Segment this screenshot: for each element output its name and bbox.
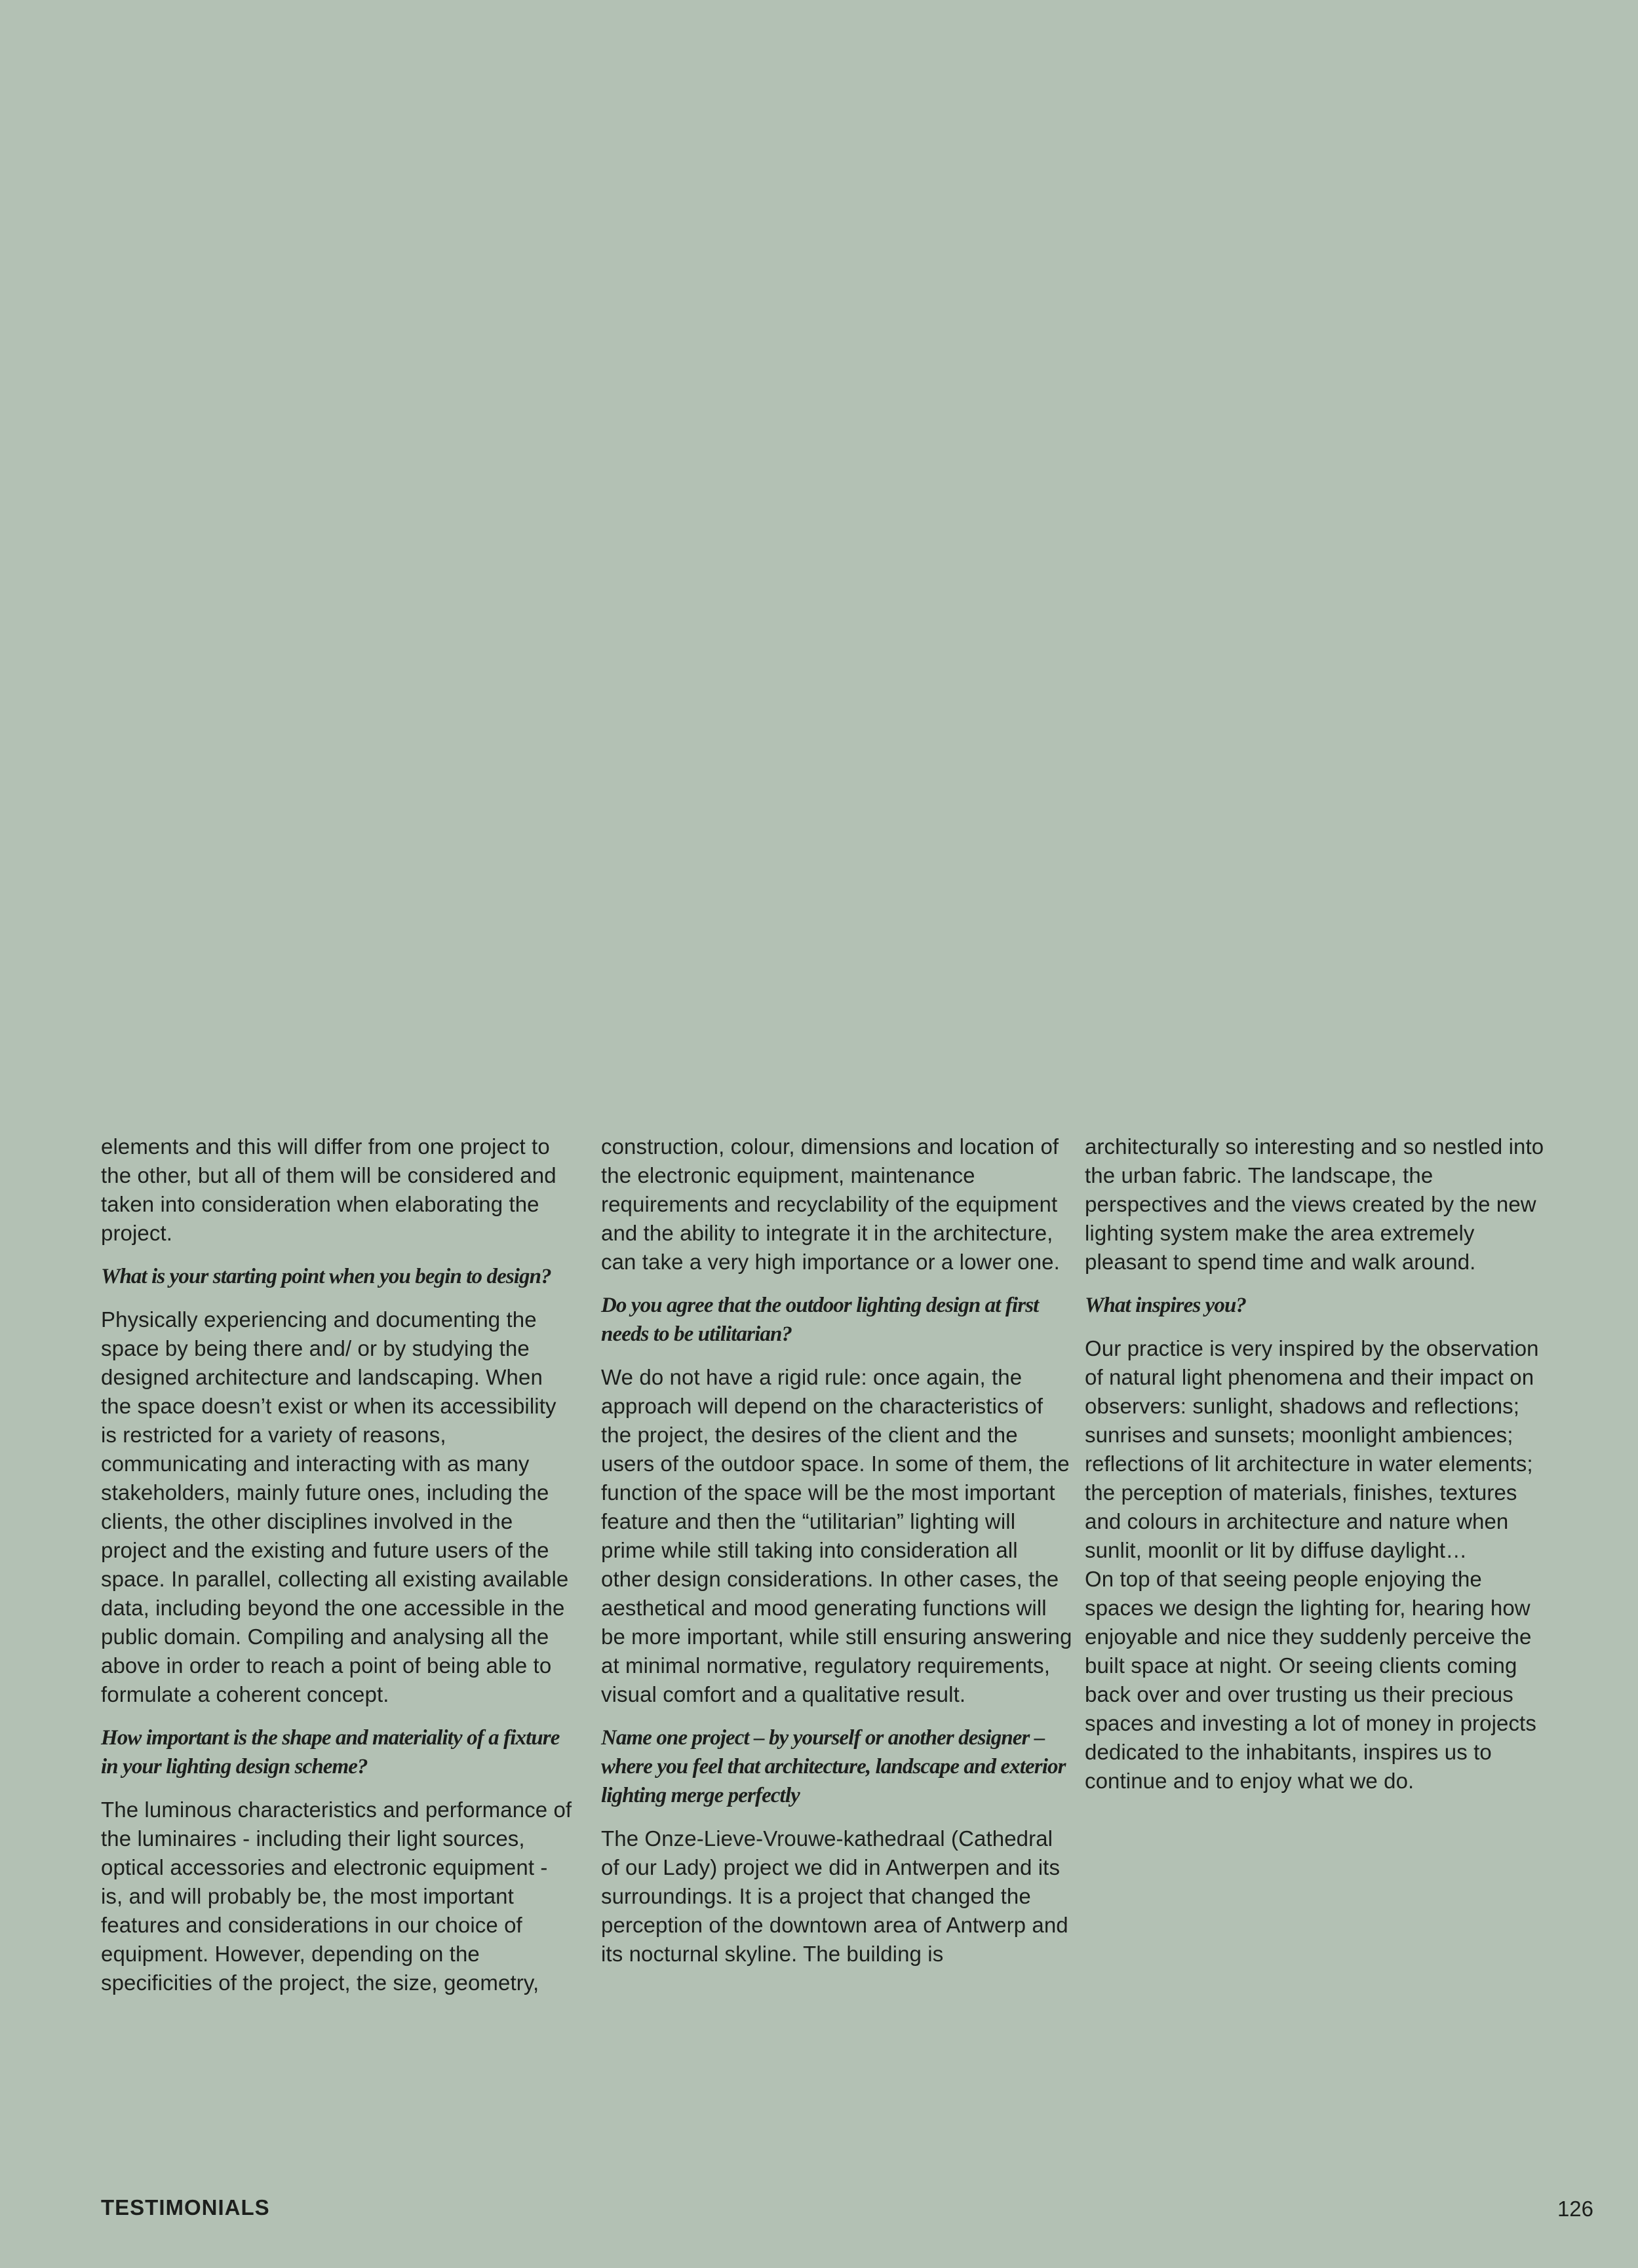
answer-paragraph: Physically experiencing and documenting the space by being there and/ or by studying the designed architecture and landscaping. When the space doesn’t exist or when its accessibility is restricted for a variety of reasons, communicating and interacting with as many stakeholders, mainly future ones, including the clients, the other disciplines involved in the project and the existing and future users of the space. In parallel, collecting all existing available data, including beyond the one accessible in the public domain. Compiling and analysing all the above in order to reach a point of being able to formulate a coherent concept. xyxy=(101,1307,569,1706)
answer-paragraph: Our practice is very inspired by the observation of natural light phenomena and their impact on observers: sunlight, shadows and reflections; sunrises and sunsets; moonlight ambiences; reflections of lit architecture in water elements; the perception of materials, finishes, textures and colours in architecture and nature when sunlit, moonlit or lit by diffuse daylight… xyxy=(1085,1336,1539,1562)
answer-paragraph: elements and this will differ from one project to the other, but all of them will be considered and taken into consideration when elaborating the project. xyxy=(101,1134,556,1245)
answer-paragraph: construction, colour, dimensions and location of the electronic equipment, maintenance requirements and recyclability of the equipment and the ability to integrate it in the architecture, can take a very high importance or a lower one. xyxy=(601,1134,1060,1274)
answer-paragraph: We do not have a rigid rule: once again, the approach will depend on the characteristics of the project, the desires of the client and the users of the outdoor space. In some of them, the function of the space will be the most important feature and then the “utilitarian” lighting will prime while still taking into consideration all other design considerations. In other cases, the aesthetical and mood generating functions will be more important, while still ensuring answering at minimal normative, regulatory requirements, visual comfort and a qualitative result. xyxy=(601,1365,1072,1706)
answer-paragraph: The Onze-Lieve-Vrouwe-kathedraal (Cathedral of our Lady) project we did in Antwerpen and its surroundings. It is a project that changed the perception of the downtown area of Antwerp and its nocturnal skyline. The building is xyxy=(601,1826,1068,1966)
text-column-1 xyxy=(101,1132,573,1997)
interview-question: What is your starting point when you begin to design? xyxy=(101,1265,551,1288)
answer-paragraph: On top of that seeing people enjoying the spaces we design the lighting for, hearing how enjoyable and nice they suddenly perceive the built space at night. Or seeing clients coming back over and over trusting us their precious spaces and investing a lot of money in projects dedicated to the inhabitants, inspires us to continue and to enjoy what we do. xyxy=(1085,1567,1536,1793)
footer-section-label: TESTIMONIALS xyxy=(101,2195,270,2220)
image-placeholder-area xyxy=(0,0,1638,1114)
interview-question: Name one project – by yourself or another designer – where you feel that architecture, landscape and exterior lighting merge perfectly xyxy=(601,1726,1066,1807)
answer-paragraph: The luminous characteristics and performance of the luminaires - including their light sources, optical accessories and electronic equipment - is, and will probably be, the most important features and considerations in our choice of equipment. However, depending on the specificities of the project, the size, geometry, xyxy=(101,1797,572,1995)
page-number: 126 xyxy=(1557,2197,1593,2221)
answer-paragraph: architecturally so interesting and so nestled into the urban fabric. The landscape, the perspectives and the views created by the new lighting system make the area extremely pleasant to spend time and walk around. xyxy=(1085,1134,1544,1274)
text-column-3 xyxy=(1085,1132,1557,1796)
interview-question: How important is the shape and materiality of a fixture in your lighting design scheme? xyxy=(101,1726,560,1778)
interview-question: What inspires you? xyxy=(1085,1294,1247,1317)
text-column-2 xyxy=(601,1132,1073,1969)
interview-question: Do you agree that the outdoor lighting design at first needs to be utilitarian? xyxy=(601,1294,1039,1346)
